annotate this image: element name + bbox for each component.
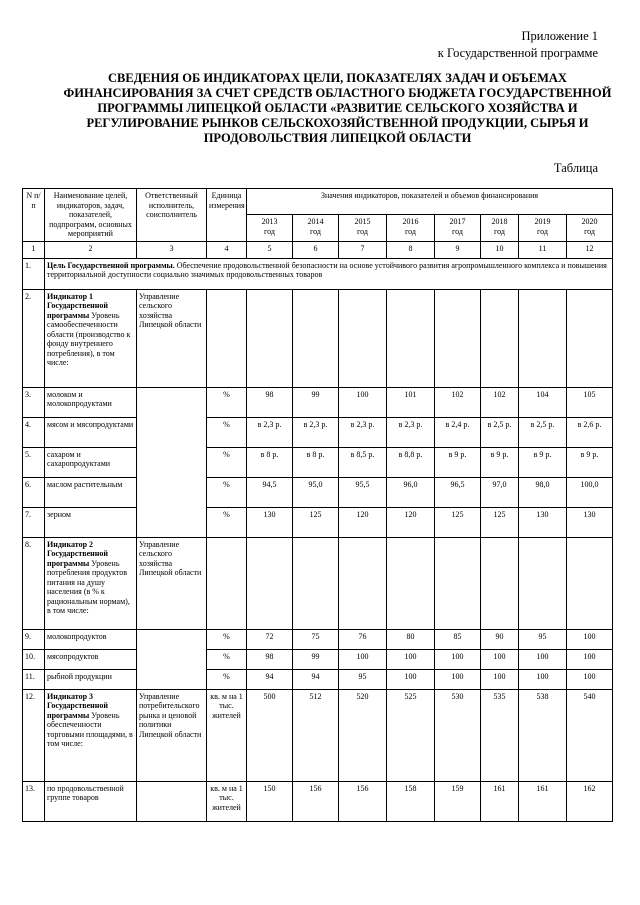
row-num: 7.	[23, 507, 45, 537]
row-name: сахаром и сахаропродуктами	[45, 447, 137, 477]
value-cell: в 9 р.	[435, 447, 481, 477]
header-year-2017	[435, 215, 481, 241]
table-row	[23, 781, 613, 821]
value-cell: 100	[481, 649, 519, 669]
column-numbers-row	[23, 241, 613, 258]
year-suffix: год	[452, 226, 463, 236]
row-unit: %	[207, 387, 247, 417]
row-unit: %	[207, 629, 247, 649]
value-cell: в 9 р.	[567, 447, 613, 477]
value-cell: 94,5	[247, 477, 293, 507]
value-cell: 159	[435, 781, 481, 821]
header-num: N п/п	[23, 189, 45, 242]
year-value: 2016	[402, 217, 419, 227]
year-suffix: год	[357, 226, 368, 236]
table-row	[23, 629, 613, 649]
value-cell: 158	[387, 781, 435, 821]
value-cell	[481, 289, 519, 387]
row-num: 3.	[23, 387, 45, 417]
value-cell: 95,5	[339, 477, 387, 507]
value-cell: в 2,6 р.	[567, 417, 613, 447]
indicator2-description: Уровень потребления продуктов питания на душу населения (в % к рациональным нормам), в том числе:	[47, 558, 130, 615]
year-suffix: год	[310, 226, 321, 236]
value-cell: 500	[247, 689, 293, 781]
value-cell: 100	[387, 649, 435, 669]
value-cell: 535	[481, 689, 519, 781]
row-name: по продовольственной группе товаров	[45, 781, 137, 821]
value-cell: 95	[339, 669, 387, 689]
header-year-2020	[567, 215, 613, 241]
value-cell: 104	[519, 387, 567, 417]
header-year-2015	[339, 215, 387, 241]
value-cell: 125	[481, 507, 519, 537]
appendix-line-1: Приложение 1	[521, 29, 598, 43]
column-number: 4	[207, 241, 247, 258]
row-name: маслом растительным	[45, 477, 137, 507]
column-number: 5	[247, 241, 293, 258]
header-year-2014	[293, 215, 339, 241]
year-value: 2019	[534, 217, 551, 227]
value-cell: 120	[339, 507, 387, 537]
indicator2-name	[45, 537, 137, 629]
value-cell: 525	[387, 689, 435, 781]
year-value: 2015	[354, 217, 371, 227]
value-cell	[247, 537, 293, 629]
header-year-2018	[481, 215, 519, 241]
goal-description: Обеспечение продовольственной безопасности на основе устойчивого развития агропромышленного комплекса и повышения территориальной доступности социально значимых продовольственных товаров	[47, 260, 607, 279]
value-cell: 98,0	[519, 477, 567, 507]
column-number: 9	[435, 241, 481, 258]
indicator3-executor: Управление потребительского рынка и ценовой политики Липецкой области	[137, 689, 207, 781]
row-unit: %	[207, 417, 247, 447]
value-cell: в 2,4 р.	[435, 417, 481, 447]
value-cell: в 2,3 р.	[293, 417, 339, 447]
value-cell: 162	[567, 781, 613, 821]
column-number: 3	[137, 241, 207, 258]
value-cell: 101	[387, 387, 435, 417]
header-executor: Ответственный исполнитель, соисполнитель	[137, 189, 207, 242]
year-suffix: год	[405, 226, 416, 236]
row-num: 11.	[23, 669, 45, 689]
value-cell: в 2,3 р.	[247, 417, 293, 447]
value-cell: 100	[567, 669, 613, 689]
row-num: 13.	[23, 781, 45, 821]
value-cell	[567, 537, 613, 629]
value-cell: 94	[293, 669, 339, 689]
indicator2-row	[23, 537, 613, 629]
table-row	[23, 477, 613, 507]
column-number: 12	[567, 241, 613, 258]
value-cell: 102	[481, 387, 519, 417]
value-cell: 75	[293, 629, 339, 649]
indicator1-unit	[207, 289, 247, 387]
column-number: 2	[45, 241, 137, 258]
value-cell: 156	[339, 781, 387, 821]
value-cell: 76	[339, 629, 387, 649]
value-cell: в 2,3 р.	[339, 417, 387, 447]
value-cell: 100	[519, 669, 567, 689]
value-cell	[435, 537, 481, 629]
row-executor-blank	[137, 781, 207, 821]
value-cell: 125	[293, 507, 339, 537]
goal-row	[23, 258, 613, 289]
value-cell: 95,0	[293, 477, 339, 507]
value-cell: 156	[293, 781, 339, 821]
row-name: мясом и мясопродуктами	[45, 417, 137, 447]
indicator1-label: Индикатор 1 Государственной программы	[47, 291, 109, 320]
year-suffix: год	[584, 226, 595, 236]
row-name: мясопродуктов	[45, 649, 137, 669]
value-cell: 130	[519, 507, 567, 537]
value-cell	[519, 289, 567, 387]
year-value: 2013	[261, 217, 278, 227]
indicator3-name	[45, 689, 137, 781]
table-row	[23, 507, 613, 537]
value-cell	[293, 537, 339, 629]
column-number: 10	[481, 241, 519, 258]
year-value: 2020	[581, 217, 598, 227]
indicator1-num: 2.	[23, 289, 45, 387]
row-num: 9.	[23, 629, 45, 649]
value-cell: 100	[339, 387, 387, 417]
goal-num: 1.	[23, 258, 45, 289]
value-cell: в 9 р.	[519, 447, 567, 477]
value-cell	[567, 289, 613, 387]
indicator1-row	[23, 289, 613, 387]
value-cell	[481, 537, 519, 629]
row-unit: %	[207, 507, 247, 537]
value-cell: в 8 р.	[247, 447, 293, 477]
value-cell: 530	[435, 689, 481, 781]
row-num: 5.	[23, 447, 45, 477]
column-number: 11	[519, 241, 567, 258]
row-num: 10.	[23, 649, 45, 669]
table-row	[23, 447, 613, 477]
value-cell: 130	[567, 507, 613, 537]
indicator3-unit: кв. м на 1 тыс. жителей	[207, 689, 247, 781]
value-cell	[339, 289, 387, 387]
value-cell: 99	[293, 387, 339, 417]
value-cell	[387, 537, 435, 629]
appendix-line-2: к Государственной программе	[437, 46, 598, 60]
header-name: Наименование целей, индикаторов, задач, показателей, подпрограмм, основных мероприятий	[45, 189, 137, 242]
value-cell: 100	[435, 649, 481, 669]
row-name: молоком и молокопродуктами	[45, 387, 137, 417]
value-cell	[435, 289, 481, 387]
indicator2-executor: Управление сельского хозяйства Липецкой области	[137, 537, 207, 629]
table-row	[23, 387, 613, 417]
year-suffix: год	[494, 226, 505, 236]
value-cell: 85	[435, 629, 481, 649]
header-year-2019	[519, 215, 567, 241]
value-cell: 100	[387, 669, 435, 689]
value-cell: в 2,5 р.	[481, 417, 519, 447]
value-cell: в 2,5 р.	[519, 417, 567, 447]
indicator3-description: Уровень обеспеченности торговыми площадями, в том числе:	[47, 710, 133, 748]
value-cell: 538	[519, 689, 567, 781]
document-title: СВЕДЕНИЯ ОБ ИНДИКАТОРАХ ЦЕЛИ, ПОКАЗАТЕЛЯХ ЗАДАЧ И ОБЪЕМАХ ФИНАНСИРОВАНИЯ ЗА СЧЕТ СРЕДСТВ ОБЛАСТНОГО БЮДЖЕТА ГОСУДАРСТВЕННОЙ ПРОГРАММЫ ЛИПЕЦКОЙ ОБЛАСТИ «РАЗВИТИЕ СЕЛЬСКОГО ХОЗЯЙСТВА И РЕГУЛИРОВАНИЕ РЫНКОВ СЕЛЬСКОХОЗЯЙСТВЕННОЙ ПРОДУКЦИИ, СЫРЬЯ И ПРОДОВОЛЬСТВИЯ ЛИПЕЦКОЙ ОБЛАСТИ	[63, 71, 612, 145]
column-number: 1	[23, 241, 45, 258]
row-unit: кв. м на 1 тыс. жителей	[207, 781, 247, 821]
row-executor-blank	[137, 629, 207, 689]
table-row	[23, 649, 613, 669]
indicator1-executor: Управление сельского хозяйства Липецкой области	[137, 289, 207, 387]
year-suffix: год	[537, 226, 548, 236]
column-number: 6	[293, 241, 339, 258]
value-cell: 102	[435, 387, 481, 417]
row-num: 6.	[23, 477, 45, 507]
column-number: 8	[387, 241, 435, 258]
table-row	[23, 417, 613, 447]
indicator3-label: Индикатор 3 Государственной программы	[47, 691, 109, 720]
header-row-1	[23, 189, 613, 215]
value-cell: 100,0	[567, 477, 613, 507]
row-unit: %	[207, 669, 247, 689]
table-row	[23, 669, 613, 689]
value-cell: 100	[435, 669, 481, 689]
value-cell: 100	[567, 629, 613, 649]
goal-text	[45, 258, 613, 289]
indicator2-unit	[207, 537, 247, 629]
row-num: 4.	[23, 417, 45, 447]
value-cell	[339, 537, 387, 629]
column-number: 7	[339, 241, 387, 258]
table-label: Таблица	[553, 161, 598, 175]
value-cell	[293, 289, 339, 387]
value-cell: 72	[247, 629, 293, 649]
value-cell: 161	[481, 781, 519, 821]
value-cell: в 2,3 р.	[387, 417, 435, 447]
header-year-2016	[387, 215, 435, 241]
indicator1-name	[45, 289, 137, 387]
row-name: рыбной продукции	[45, 669, 137, 689]
value-cell: 90	[481, 629, 519, 649]
value-cell: 520	[339, 689, 387, 781]
value-cell: 512	[293, 689, 339, 781]
row-unit: %	[207, 477, 247, 507]
value-cell: 94	[247, 669, 293, 689]
value-cell: 99	[293, 649, 339, 669]
value-cell: 96,5	[435, 477, 481, 507]
indicator3-num: 12.	[23, 689, 45, 781]
indicators-table	[22, 188, 613, 822]
value-cell: 95	[519, 629, 567, 649]
appendix-note	[438, 28, 598, 62]
year-suffix: год	[264, 226, 275, 236]
value-cell: 540	[567, 689, 613, 781]
header-unit: Единица измерения	[207, 189, 247, 242]
value-cell	[519, 537, 567, 629]
value-cell: в 8,8 р.	[387, 447, 435, 477]
value-cell: 150	[247, 781, 293, 821]
header-values-title: Значения индикаторов, показателей и объемов финансирования	[247, 189, 613, 215]
value-cell: 96,0	[387, 477, 435, 507]
indicator2-label: Индикатор 2 Государственной программы	[47, 539, 109, 568]
indicator1-description: Уровень самообеспеченности области (производство к фонду внутреннего потребления), в том числе:	[47, 310, 131, 367]
value-cell: в 9 р.	[481, 447, 519, 477]
row-name: зерном	[45, 507, 137, 537]
row-executor-blank	[137, 387, 207, 537]
value-cell: в 8,5 р.	[339, 447, 387, 477]
row-name: молокопродуктов	[45, 629, 137, 649]
value-cell: 80	[387, 629, 435, 649]
value-cell: 98	[247, 387, 293, 417]
row-unit: %	[207, 447, 247, 477]
value-cell: 130	[247, 507, 293, 537]
value-cell	[387, 289, 435, 387]
indicator2-num: 8.	[23, 537, 45, 629]
value-cell: 125	[435, 507, 481, 537]
value-cell: 161	[519, 781, 567, 821]
value-cell: 97,0	[481, 477, 519, 507]
value-cell: 120	[387, 507, 435, 537]
value-cell: 100	[481, 669, 519, 689]
year-value: 2014	[307, 217, 324, 227]
year-value: 2017	[449, 217, 466, 227]
value-cell: 100	[567, 649, 613, 669]
value-cell: 100	[519, 649, 567, 669]
value-cell: в 8 р.	[293, 447, 339, 477]
value-cell: 100	[339, 649, 387, 669]
year-value: 2018	[491, 217, 508, 227]
value-cell: 98	[247, 649, 293, 669]
row-unit: %	[207, 649, 247, 669]
goal-label: Цель Государственной программы.	[47, 260, 175, 270]
value-cell	[247, 289, 293, 387]
indicator3-row	[23, 689, 613, 781]
value-cell: 105	[567, 387, 613, 417]
header-year-2013	[247, 215, 293, 241]
